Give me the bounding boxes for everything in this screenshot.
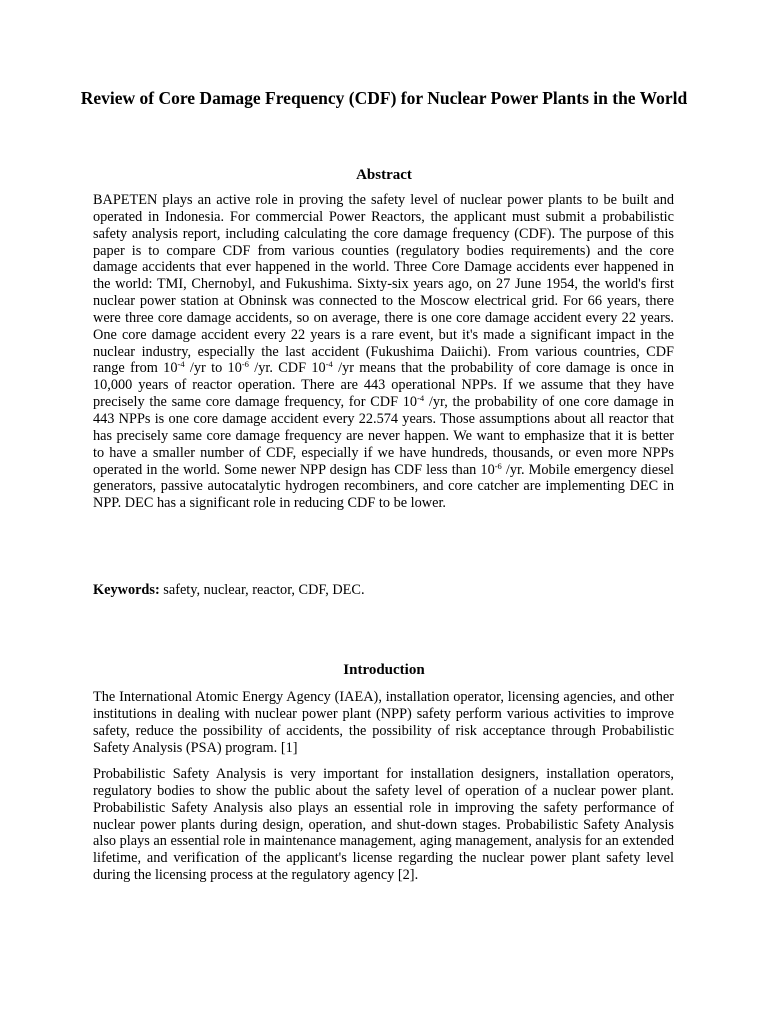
abstract-text: /yr to 10 — [184, 360, 242, 377]
introduction-paragraph-2: Probabilistic Safety Analysis is very important for installation designers, installation operators, regulatory bodies to show the public about the safety level of operation of a nuclear power plant. Probabilistic Safety Analysis also plays an essential role in improving the safety performance of nuclear power plants during design, operation, and shut-down stages. Probabilistic Safety Analysis also plays an essential role in maintenance management, aging management, analysis for an extended lifetime, and verification of the applicant's license regarding the nuclear power plant safety level during the licensing process at the regulatory agency [2]. — [93, 766, 674, 884]
keywords-label: Keywords: — [93, 582, 160, 598]
abstract-text: BAPETEN plays an active role in proving the safety level of nuclear power plants to be built and operated in Indonesia. For commercial Power Reactors, the applicant must submit a probabilistic safety analysis report, including calculating the core damage frequency (CDF). The purpose of this paper is to compare CDF from various counties (regulatory bodies requirements) and the core damage accidents that ever happened in the world. Three Core Damage accidents ever happened in the world: TMI, Chernobyl, and Fukushima. Sixty-six years ago, on 27 June 1954, the world's first nuclear power station at Obninsk was connected to the Moscow electrical grid. For 66 years, there were three core damage accidents, so on average, there is one core damage accident every 22 years. One core damage accident every 22 years is a rare event, but it's made a significant impact in the nuclear industry, especially the last accident (Fukushima Daiichi). From various countries, CDF range from 10 — [93, 192, 674, 377]
abstract-text: /yr, the probability of one core damage in 443 NPPs is one core damage accident every 22.574 years. Those assumptions about all reactor that has precisely same core damage frequency are never happen. We want to emphasize that it is better to have a smaller number of CDF, especially if we have hundreds, thousands, or even more NPPs operated in the world. Some newer NPP design has CDF less than 10 — [93, 394, 674, 478]
introduction-paragraph-1: The International Atomic Energy Agency (IAEA), installation operator, licensing agencies, and other institutions in dealing with nuclear power plant (NPP) safety perform various activities to improve safety, reduce the possibility of accidents, the possibility of risk acceptance through Probabilistic Safety Analysis (PSA) program. [1] — [93, 689, 674, 756]
abstract-text: /yr. CDF 10 — [248, 360, 326, 377]
keywords-text: safety, nuclear, reactor, CDF, DEC. — [159, 582, 365, 598]
abstract-text: /yr means that the probability of core damage is once in 10,000 years of reactor operation. There are 443 operational NPPs. If we assume that they have precisely the same core damage frequency, for CDF 10 — [93, 360, 674, 411]
keywords-line — [93, 582, 674, 599]
abstract-text: /yr. Mobile emergency diesel generators, passive autocatalytic hydrogen recombiners, and core catcher are implementing DEC in NPP. DEC has a significant role in reducing CDF to be lower. — [93, 461, 674, 512]
paper-title: Review of Core Damage Frequency (CDF) for Nuclear Power Plants in the World — [80, 88, 688, 108]
exponent: -6 — [494, 460, 502, 471]
exponent: -4 — [177, 359, 185, 370]
exponent: -4 — [417, 393, 425, 404]
abstract-heading: Abstract — [356, 167, 412, 183]
introduction-heading: Introduction — [343, 662, 425, 678]
exponent: -4 — [325, 359, 333, 370]
exponent: -6 — [241, 359, 249, 370]
abstract-paragraph — [93, 192, 674, 512]
